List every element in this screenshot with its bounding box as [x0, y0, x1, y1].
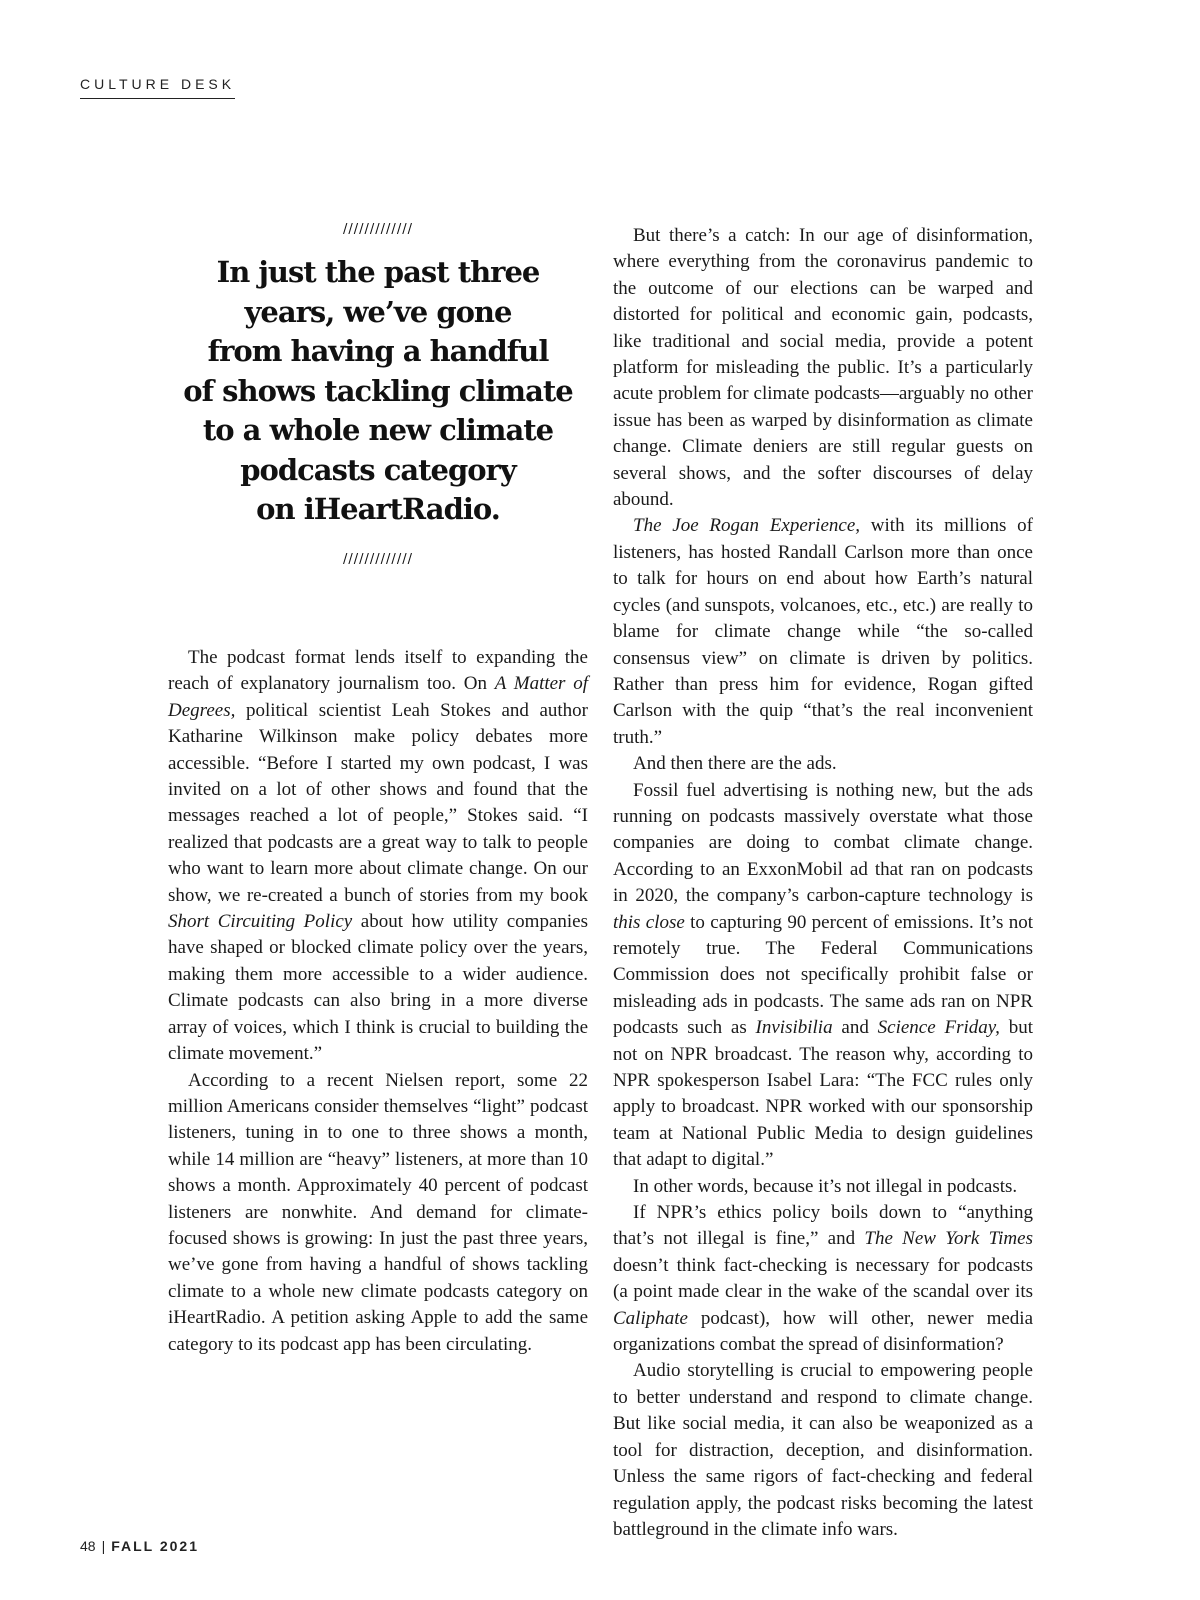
book-title: Short Circuiting Policy: [168, 911, 353, 933]
footer-separator: |: [101, 1538, 106, 1554]
right-column: [613, 223, 1033, 1543]
pull-quote-line: years, we’ve gone: [244, 294, 512, 329]
pull-quote-top-decoration: /////////////: [343, 222, 413, 237]
podcast-title: Invisibilia: [755, 1017, 833, 1039]
paragraph: Fossil fuel advertising is nothing new, but the ads running on podcasts massively overstate what those companies are doing to combat climate change. According to an ExxonMobil ad that ran on podcasts in 2020, the company’s carbon-capture technology is this close to capturing 90 percent of emissions. It’s not remotely true. The Federal Communications Commission does not specifically prohibit false or misleading ads in podcasts. The same ads ran on NPR podcasts such as Invisibilia and Science Friday, but not on NPR broadcast. The reason why, according to NPR spokesperson Isabel Lara: “The FCC rules only apply to broadcast. NPR worked with our sponsorship team at National Public Media to design guidelines that adapt to digital.”: [613, 779, 1033, 1171]
paragraph: The podcast format lends itself to expanding the reach of explanatory journalism too. On A Matter of Degrees, political scientist Leah Stokes and author Katharine Wilkinson make policy debates more accessible. “Before I started my own podcast, I was invited on a lot of other shows and found that the messages reached a lot of people,” Stokes said. “I realized that podcasts are a great way to talk to people who want to learn more about climate change. On our show, we re-created a bunch of stories from my book Short Circuiting Policy about how utility companies have shaped or blocked climate policy over the years, making them more accessible to a wider audience. Climate podcasts can also bring in a more diverse array of voices, which I think is crucial to building the climate movement.”: [168, 647, 588, 1065]
podcast-title: Science Friday,: [877, 1017, 1000, 1039]
podcast-title: The Joe Rogan Experience,: [633, 515, 861, 537]
pull-quote-bottom-decoration: /////////////: [343, 551, 413, 567]
paragraph: If NPR’s ethics policy boils down to “anything that’s not illegal is fine,” and The New York Times doesn’t think fact-checking is necessary for podcasts (a point made clear in the wake of the scandal over its Caliphate podcast), how will other, newer media organizations combat the spread of disinformation?: [613, 1202, 1033, 1356]
podcast-title: A Matter of Degrees,: [168, 673, 588, 721]
pull-quote-line: of shows tackling climate: [183, 373, 573, 408]
section-label: CULTURE DESK: [80, 76, 235, 99]
paragraph: And then there are the ads.: [633, 753, 837, 775]
podcast-title: Caliphate: [613, 1307, 688, 1329]
issue-label: FALL 2021: [111, 1538, 199, 1554]
paragraph: The Joe Rogan Experience, with its millions of listeners, has hosted Randall Carlson more than once to talk for hours on end about how Earth’s natural cycles (and sunspots, volcanoes, etc., etc.) are really to blame for climate change while “the so-called consensus view” on climate is driven by politics. Rather than press him for evidence, Rogan gifted Carlson with the quip “that’s the real inconvenient truth.”: [613, 515, 1033, 748]
page-number: 48: [80, 1538, 96, 1554]
page-footer: [80, 1538, 199, 1554]
paragraph: But there’s a catch: In our age of disinformation, where everything from the coronavirus pandemic to the outcome of our elections can be warped and distorted for political and economic gain, podcasts, like traditional and social media, provide a potent platform for misleading the public. It’s a particularly acute problem for climate podcasts—arguably no other issue has been as warped by disinformation as climate change. Climate deniers are still regular guests on several shows, and the softer discourses of delay abound.: [613, 225, 1033, 511]
pull-quote-line: on iHeartRadio.: [256, 492, 500, 526]
emphasis: this close: [613, 911, 685, 933]
pull-quote-line: In just the past three: [216, 255, 540, 289]
paragraph: According to a recent Nielsen report, some 22 million Americans consider themselves “light” podcast listeners, tuning in to one to three shows a month, while 14 million are “heavy” listeners, at more than 10 shows a month. Approximately 40 percent of podcast listeners are nonwhite. And demand for climate-focused shows is growing: In just the past three years, we’ve gone from having a handful of shows tackling climate to a whole new climate podcasts category on iHeartRadio. A petition asking Apple to add the same category to its podcast app has been circulating.: [168, 1069, 588, 1355]
paragraph: Audio storytelling is crucial to empowering people to better understand and respond to climate change. But like social media, it can also be weaponized as a tool for distraction, deception, and disinformation. Unless the same rigors of fact-checking and federal regulation apply, the podcast risks becoming the latest battleground in the climate info wars.: [613, 1360, 1033, 1540]
left-column: [168, 645, 588, 1358]
pull-quote: [168, 222, 588, 567]
publication-title: The New York Times: [864, 1228, 1033, 1250]
pull-quote-text: [168, 253, 588, 530]
pull-quote-line: podcasts category: [240, 452, 516, 487]
pull-quote-line: from having a handful: [207, 334, 549, 368]
paragraph: In other words, because it’s not illegal in podcasts.: [633, 1175, 1018, 1197]
pull-quote-line: to a whole new climate: [202, 413, 554, 447]
